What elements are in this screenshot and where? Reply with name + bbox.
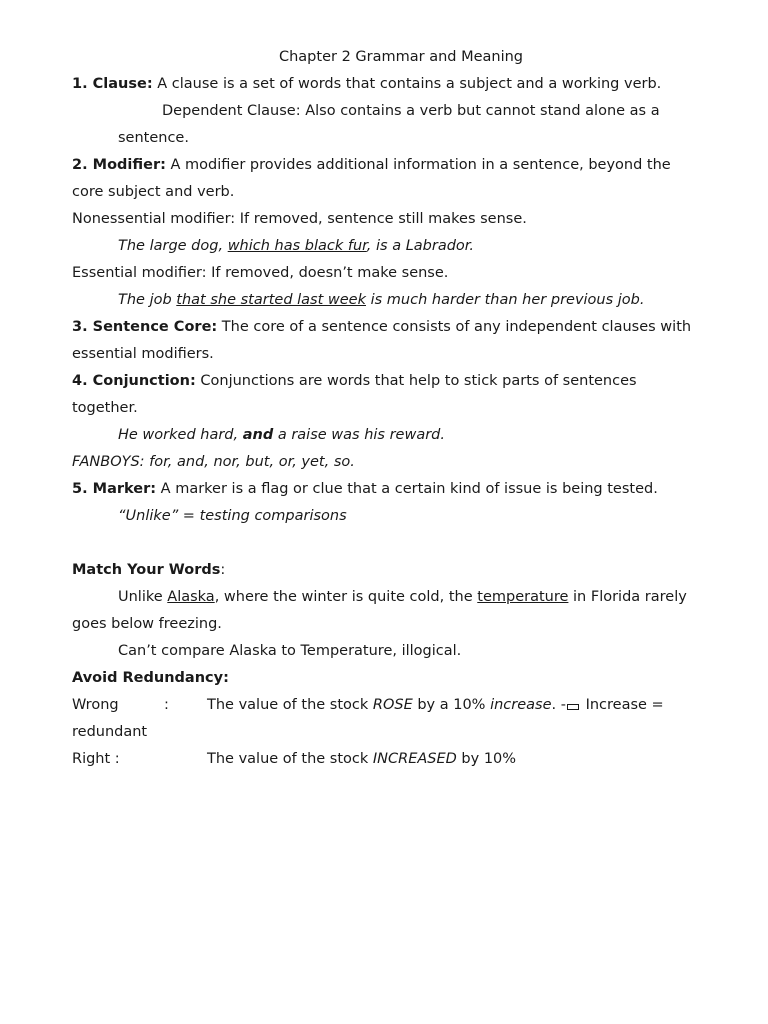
nonessential-modifier: Nonessential modifier: If removed, sentence still makes sense.	[72, 211, 527, 227]
sentence-core-definition: 3. Sentence Core: The core of a sentence consists of any independent clauses with	[72, 319, 692, 335]
match-heading: Match Your Words:	[72, 562, 226, 578]
underlined-modifier: which has black fur	[227, 238, 367, 254]
sentence-core-definition-cont: essential modifiers.	[72, 346, 214, 362]
essential-example: The job that she started last week is much harder than her previous job.	[118, 292, 645, 308]
redundancy-heading: Avoid Redundancy:	[72, 670, 229, 686]
match-example: Unlike Alaska, where the winter is quite cold, the temperature in Florida rarely	[118, 589, 687, 605]
fanboys-line: FANBOYS: for, and, nor, but, or, yet, so.	[72, 454, 355, 470]
clause-definition: 1. Clause: A clause is a set of words that contains a subject and a working verb.	[72, 76, 662, 92]
match-note: Can’t compare Alaska to Temperature, illogical.	[118, 643, 462, 659]
essential-modifier: Essential modifier: If removed, doesn’t make sense.	[72, 265, 449, 281]
conjunction-word: and	[242, 427, 274, 443]
arrow-icon	[567, 704, 579, 710]
wrong-line: Wrong : The value of the stock ROSE by a 10% increase. - Increase =	[72, 692, 722, 719]
spacer	[72, 530, 722, 557]
underlined-modifier: that she started last week	[176, 292, 366, 308]
underlined-alaska: Alaska	[167, 589, 215, 605]
conjunction-definition-cont: together.	[72, 400, 138, 416]
conjunction-label: 4. Conjunction:	[72, 373, 196, 389]
modifier-definition: 2. Modifier: A modifier provides additional information in a sentence, beyond the	[72, 157, 671, 173]
page-title: Chapter 2 Grammar and Meaning	[278, 49, 524, 65]
match-example-cont: goes below freezing.	[72, 616, 222, 632]
marker-definition: 5. Marker: A marker is a flag or clue that a certain kind of issue is being tested.	[72, 481, 658, 497]
modifier-label: 2. Modifier:	[72, 157, 166, 173]
dependent-clause-line-2: sentence.	[118, 130, 189, 146]
right-line: Right : The value of the stock INCREASED by 10%	[72, 746, 722, 773]
conjunction-definition: 4. Conjunction: Conjunctions are words that help to stick parts of sentences	[72, 373, 637, 389]
clause-label: 1. Clause:	[72, 76, 153, 92]
modifier-definition-cont: core subject and verb.	[72, 184, 235, 200]
nonessential-example: The large dog, which has black fur, is a Labrador.	[118, 238, 475, 254]
conjunction-example: He worked hard, and a raise was his reward.	[118, 427, 445, 443]
marker-label: 5. Marker:	[72, 481, 157, 497]
underlined-temperature: temperature	[477, 589, 569, 605]
dependent-clause-line-1: Dependent Clause: Also contains a verb but cannot stand alone as a	[162, 103, 660, 119]
sentence-core-label: 3. Sentence Core:	[72, 319, 218, 335]
document-page	[72, 44, 722, 773]
wrong-label: Wrong	[72, 697, 119, 713]
right-label: Right :	[72, 751, 120, 767]
marker-example: “Unlike” = testing comparisons	[118, 508, 347, 524]
wrong-line-cont: redundant	[72, 724, 148, 740]
